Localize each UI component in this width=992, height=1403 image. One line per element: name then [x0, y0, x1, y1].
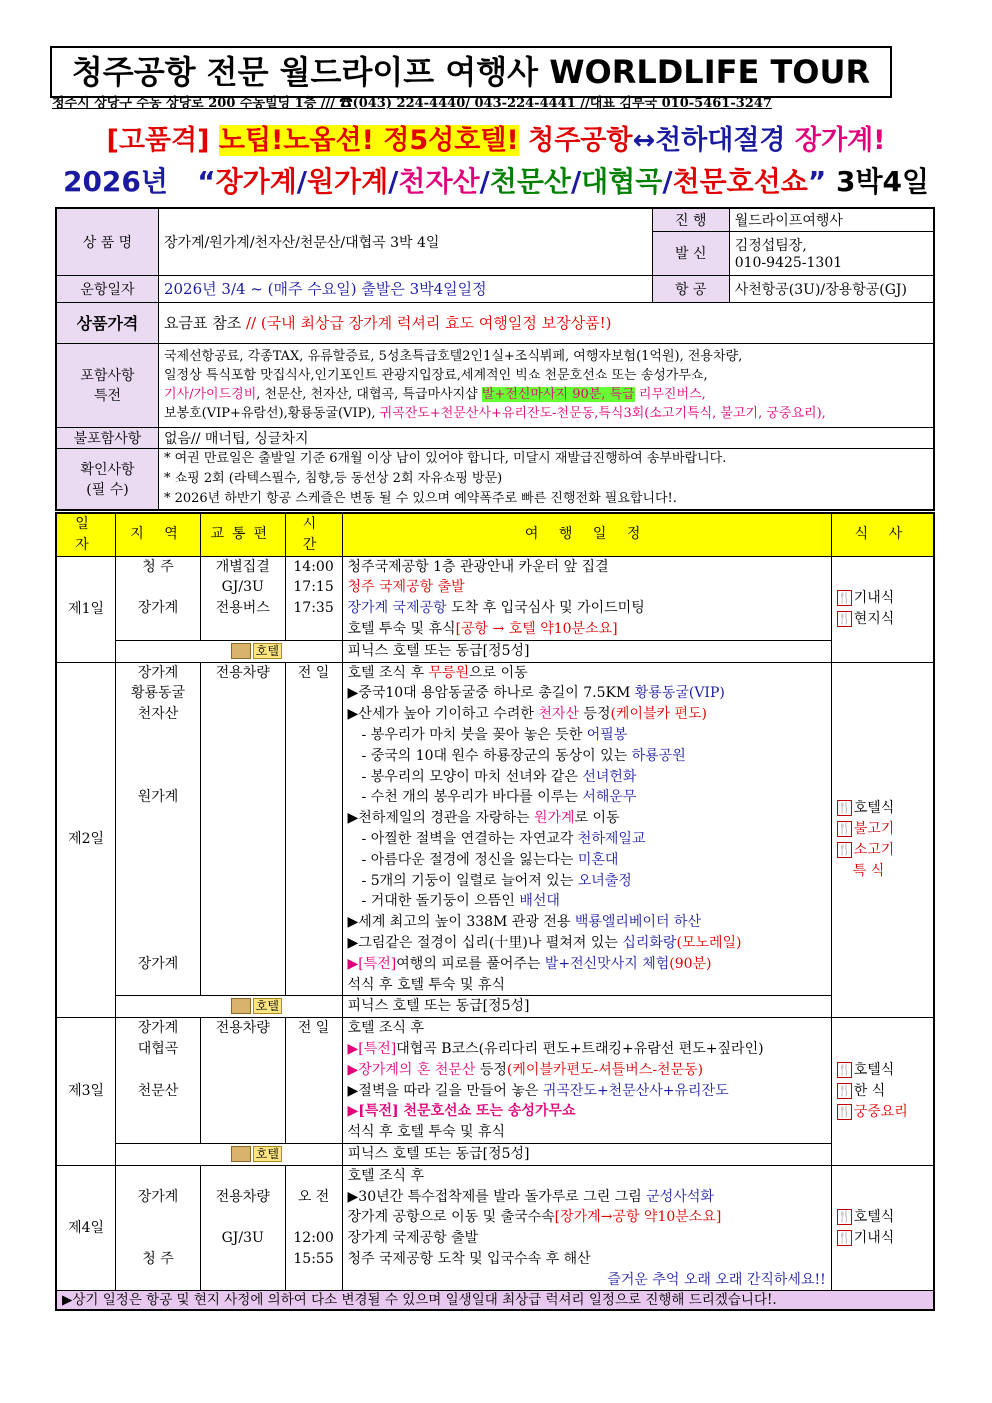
col-schedule: 여 행 일 정 — [342, 513, 831, 556]
transport: GJ/3U — [221, 579, 264, 596]
plan-line: ▶30년간 특수접착제를 발라 돌가루로 그린 그림 군성사석화 — [347, 1188, 714, 1205]
plan-line: 즐거운 추억 오래 오래 간직하세요!! — [607, 1271, 826, 1288]
included-limo: 리무진버스, — [634, 387, 706, 402]
region: 장가계 — [137, 600, 179, 617]
region: 장가계 — [137, 1020, 179, 1037]
region: 원가계 — [137, 789, 179, 806]
time: 17:35 — [293, 600, 334, 617]
plan-line: 호텔 조식 후 — [347, 1020, 425, 1037]
plan-line: 청주국제공항 1층 관광안내 카운터 앞 집결 — [347, 558, 609, 575]
day-transport — [200, 1165, 285, 1291]
dest-tianmenshan: 천문산 — [489, 165, 571, 198]
sender-phone: 010-9425-1301 — [734, 255, 843, 271]
product-name: 장가계/원가계/천자산/천문산/대협곡 3박 4일 — [158, 208, 652, 275]
time: 14:00 — [293, 558, 334, 575]
included-line: 국제선항공료, 각종TAX, 유류할증료, 5성초특급호텔2인1실+조식뷔페, 여행자보험(1억원), 전용차량, — [163, 349, 743, 364]
sender — [729, 231, 934, 275]
region: 장가계 — [137, 1188, 179, 1205]
hotel-icon — [231, 998, 251, 1014]
day-region — [116, 556, 201, 640]
dest-yuanjiajie: 원가계 — [307, 165, 389, 198]
plan-line: 청주 국제공항 출발 — [347, 579, 465, 596]
hotel-name: 피닉스 호텔 또는 동급[정5성] — [342, 996, 831, 1018]
product-name-label: 상 품 명 — [56, 208, 158, 275]
time: 15:55 — [293, 1250, 334, 1267]
airline-label: 항 공 — [652, 275, 729, 302]
slash: / — [479, 165, 490, 198]
day-transport: 전용차량 — [200, 1018, 285, 1144]
transport: 개별집결 — [215, 558, 270, 575]
fork-knife-icon: 🍴 — [837, 1104, 852, 1118]
slash: / — [662, 165, 673, 198]
company-address: 청주시 상당구 수동 상당로 200 수동빌딩 1층 /// ☎(043) 224-4440/ 043-224-4441 //대표 김부국 010-5461-3247 — [52, 96, 772, 111]
day-time: 전 일 — [285, 662, 342, 996]
hotel-badge — [116, 640, 342, 662]
excluded-label: 불포함사항 — [56, 427, 158, 448]
sender-name: 김정섭팀장, — [734, 238, 807, 254]
plan-line: ▶세계 최고의 높이 338M 관광 전용 백룡엘리베이터 하산 — [347, 914, 701, 931]
day-meals — [831, 1165, 934, 1291]
plan-line: - 5개의 기둥이 일렬로 늘어져 있는 오녀출정 — [361, 872, 632, 889]
plan-line: 장가계 국제공항 도착 후 입국심사 및 가이드미팅 — [347, 600, 645, 617]
plan-line: 장가계 국제공항 출발 — [347, 1230, 479, 1247]
meal-item: 🍴 궁중요리 — [837, 1103, 908, 1120]
dest-tianzishan: 천자산 — [398, 165, 480, 198]
plan-line: - 수천 개의 봉우리가 바다를 이루는 서해운무 — [361, 789, 637, 806]
col-day: 일 자 — [56, 513, 116, 556]
day-time: 전 일 — [285, 1018, 342, 1144]
included-label-1: 포함사항 — [80, 368, 135, 384]
sender-label: 발 신 — [652, 231, 729, 275]
region: 황룡동굴 — [130, 685, 186, 702]
plan-line: 석식 후 호텔 투숙 및 휴식 — [347, 1124, 506, 1141]
check-label-1: 확인사항 — [80, 461, 135, 478]
page-title: 청주공항 전문 월드라이프 여행사 WORLDLIFE TOUR — [50, 46, 892, 98]
operator: 월드라이프여행사 — [729, 208, 934, 231]
hotel-name: 피닉스 호텔 또는 동급[정5성] — [342, 1143, 831, 1165]
included-label — [56, 343, 158, 427]
col-transport: 교통편 — [200, 513, 285, 556]
price-ref: 요금표 참조 — [163, 314, 242, 332]
headline-tag: [고품격] — [106, 125, 210, 156]
col-time: 시 간 — [285, 513, 342, 556]
footer-note: ▶상기 일정은 항공 및 현지 사정에 의하여 다소 변경될 수 있으며 일생일대 최상급 럭셔리 일정으로 진행해 드리겠습니다!. — [56, 1291, 934, 1311]
plan-line: ▶그림같은 절경이 십리(十里)나 펼쳐져 있는 십리화랑(모노레일) — [347, 934, 742, 951]
headline-airport: 청주공항 — [528, 125, 633, 156]
price-note: // (국내 최상급 장가계 럭셔리 효도 여행일정 보장상품!) — [245, 314, 612, 332]
fork-knife-icon: 🍴 — [837, 1084, 852, 1098]
day-time — [285, 1165, 342, 1291]
fork-knife-icon: 🍴 — [837, 591, 852, 605]
col-region: 지 역 — [116, 513, 201, 556]
hotel-badge — [116, 1143, 342, 1165]
plan-line: ▶천하제일의 경관을 자랑하는 원가계로 이동 — [347, 810, 620, 827]
price-label: 상품가격 — [56, 302, 158, 343]
plan-line: - 봉우리의 모양이 마치 선녀와 같은 선녀헌화 — [361, 768, 637, 785]
check-line: * 2026년 하반기 항공 스케즐은 변동 될 수 있으며 예약폭주로 빠른 진행전화 필요합니다!. — [163, 490, 677, 506]
region: 청 주 — [142, 1250, 174, 1267]
fork-knife-icon: 🍴 — [837, 842, 852, 856]
included-text: 보봉호(VIP+유람선),황룡동굴(VIP), — [163, 406, 380, 421]
time: 17:15 — [293, 579, 334, 596]
day-transport: 전용차량 — [200, 662, 285, 996]
meal-item: 🍴 현지식 — [837, 611, 895, 628]
check-label-2: (필 수) — [86, 481, 129, 498]
headline-scenery: ↔천하대절경 — [632, 125, 786, 156]
plan-line: ▶[특전]대협곡 B코스(유리다리 편도+트래킹+유람선 편도+짚라인) — [347, 1040, 764, 1057]
meal-item: 🍴 호텔식 — [837, 1209, 895, 1226]
plan-line: ▶절벽을 따라 길을 만들어 놓은 귀곡잔도+천문산사+유리잔도 — [347, 1082, 729, 1099]
plan-line: ▶[특전] 천문호선쇼 또는 송성가무쇼 — [347, 1103, 576, 1120]
region: 대협곡 — [137, 1040, 179, 1057]
check-line: * 쇼핑 2회 (라텍스필수, 침향,등 동선상 2회 자유쇼핑 방문) — [163, 470, 503, 486]
plan-line: 장가계 공항으로 이동 및 출국수속[장가계→공항 약10분소요] — [347, 1209, 722, 1226]
transport: 전용차량 — [215, 1188, 270, 1205]
airline: 사천항공(3U)/장용항공(GJ) — [729, 275, 934, 302]
included-massage: 발+전신마사지 90분, 특급 — [481, 387, 635, 402]
quote-open: “ — [197, 165, 216, 198]
headline-highlight: 노팁!노옵션! 정5성호텔! — [218, 125, 519, 156]
hotel-icon — [231, 1146, 251, 1162]
included-label-2: 특전 — [93, 388, 122, 404]
dest-show: 천문호선쇼 — [672, 165, 808, 198]
plan-line: 청주 국제공항 도착 및 입국수속 후 해산 — [347, 1250, 591, 1267]
operator-label: 진 행 — [652, 208, 729, 231]
plan-line: - 중국의 10대 원수 하룡장군의 동상이 있는 하룡공원 — [361, 747, 686, 764]
fork-knife-icon: 🍴 — [837, 612, 852, 626]
headline-line-2 — [0, 160, 992, 200]
plan-line: - 거대한 돌기둥이 으뜸인 배선대 — [361, 893, 560, 910]
plan-line: ▶산세가 높아 기이하고 수려한 천자산 등정(케이블카 편도) — [347, 706, 707, 723]
day-plan — [342, 1018, 831, 1144]
headline-duration: 3박4일 — [835, 165, 930, 198]
slash: / — [570, 165, 582, 198]
day-label: 제1일 — [56, 556, 116, 662]
check-line: * 여권 만료일은 출발일 기준 6개월 이상 남이 있어야 합니다, 미달시 재발급진행하여 송부바랍니다. — [163, 450, 727, 466]
slash: / — [296, 165, 307, 198]
excluded-items: 없음// 매너팁, 싱글차지 — [158, 427, 934, 448]
meal-item: 🍴 한 식 — [837, 1083, 886, 1100]
price — [158, 302, 934, 343]
day-plan — [342, 1165, 831, 1291]
fork-knife-icon: 🍴 — [837, 1210, 852, 1224]
product-info-table — [55, 207, 935, 511]
meal-item: 🍴 기내식 — [837, 590, 895, 607]
itinerary-table — [55, 512, 935, 1311]
meal-item: 🍴 호텔식 — [837, 800, 895, 817]
meal-item: 🍴 호텔식 — [837, 1062, 895, 1079]
hotel-badge — [116, 996, 342, 1018]
transport: GJ/3U — [221, 1230, 264, 1247]
check-label — [56, 448, 158, 510]
hotel-icon — [231, 643, 251, 659]
meal-item: 특 식 — [852, 862, 885, 879]
region: 천자산 — [137, 706, 179, 723]
plan-line: 호텔 투숙 및 휴식[공항 → 호텔 약10분소요] — [347, 620, 618, 637]
plan-line: - 봉우리가 마치 붓을 꽂아 놓은 듯한 어필봉 — [361, 726, 628, 743]
dest-grand-canyon: 대협곡 — [581, 165, 663, 198]
hotel-tag: 호텔 — [253, 1146, 282, 1162]
time: 오 전 — [297, 1188, 330, 1205]
meal-item: 🍴 기내식 — [837, 1230, 895, 1247]
col-meal: 식 사 — [831, 513, 934, 556]
day-region — [116, 662, 201, 996]
day-meals — [831, 1018, 934, 1166]
hotel-tag: 호텔 — [253, 643, 282, 659]
meal-item: 🍴 불고기 — [837, 821, 895, 838]
day-time — [285, 556, 342, 640]
day-plan — [342, 662, 831, 996]
fork-knife-icon: 🍴 — [837, 1231, 852, 1245]
included-line — [164, 385, 928, 404]
dest-zhangjiajie: 장가계 — [215, 165, 297, 198]
included-special: 귀곡잔도+천문산사+유리잔도-천문동,특식3회(소고기특식, 불고기, 궁중요리), — [379, 406, 826, 421]
fork-knife-icon: 🍴 — [837, 1063, 852, 1077]
day-meals — [831, 662, 934, 1018]
meal-item: 🍴 소고기 — [837, 841, 895, 858]
day-label: 제3일 — [56, 1018, 116, 1166]
included-text: , 천문산, 천자산, 대협곡, 특급마사지샵 — [256, 387, 482, 402]
plan-line: ▶중국10대 용암동굴중 하나로 총길이 7.5KM 황룡동굴(VIP) — [347, 685, 725, 702]
day-meals — [831, 556, 934, 662]
day-label: 제2일 — [56, 662, 116, 1018]
hotel-tag: 호텔 — [253, 998, 282, 1014]
region: 장가계 — [137, 664, 179, 681]
day-region — [116, 1018, 201, 1144]
day-label: 제4일 — [56, 1165, 116, 1291]
fork-knife-icon: 🍴 — [837, 801, 852, 815]
hotel-name: 피닉스 호텔 또는 동급[정5성] — [342, 640, 831, 662]
quote-close: ” — [807, 165, 827, 198]
day-plan — [342, 556, 831, 640]
headline-year: 2026년 — [62, 165, 168, 198]
fork-knife-icon: 🍴 — [837, 822, 852, 836]
day-region — [116, 1165, 201, 1291]
included-line: 일정상 특식포함 맛집식사,인기포인트 관광지입장료,세계적인 빅쇼 천문호선쇼 또는 송성가무쇼, — [163, 368, 708, 383]
region: 청 주 — [142, 558, 174, 575]
plan-line: ▶[특전]여행의 피로를 풀어주는 발+전신맛사지 체험(90분) — [347, 955, 712, 972]
plan-line: 호텔 조식 후 — [347, 1167, 425, 1184]
region: 천문산 — [137, 1082, 179, 1099]
day-transport — [200, 556, 285, 640]
plan-line: 석식 후 호텔 투숙 및 휴식 — [347, 976, 506, 993]
included-guide: 기사/가이드경비 — [163, 387, 257, 402]
included-line — [164, 404, 928, 423]
region: 장가계 — [137, 955, 179, 972]
departure-date: 2026년 3/4 ~ (매주 수요일) 출발은 3박4일일정 — [158, 275, 652, 302]
headline-line-1 — [0, 118, 992, 157]
transport: 전용버스 — [215, 600, 270, 617]
plan-line: 호텔 조식 후 무릉원으로 이동 — [347, 664, 528, 681]
headline-destination: 장가계! — [794, 125, 886, 156]
slash: / — [388, 165, 399, 198]
plan-line: - 아름다운 절경에 정신을 잃는다는 미혼대 — [361, 851, 619, 868]
check-items — [158, 448, 934, 510]
included-items — [158, 343, 934, 427]
date-label: 운항일자 — [56, 275, 158, 302]
time: 12:00 — [293, 1230, 334, 1247]
plan-line: ▶장가계의 혼 천문산 등정(케이블카편도-셔틀버스-천문동) — [347, 1061, 704, 1078]
plan-line: - 아찔한 절벽을 연결하는 자연교각 천하제일교 — [361, 830, 646, 847]
